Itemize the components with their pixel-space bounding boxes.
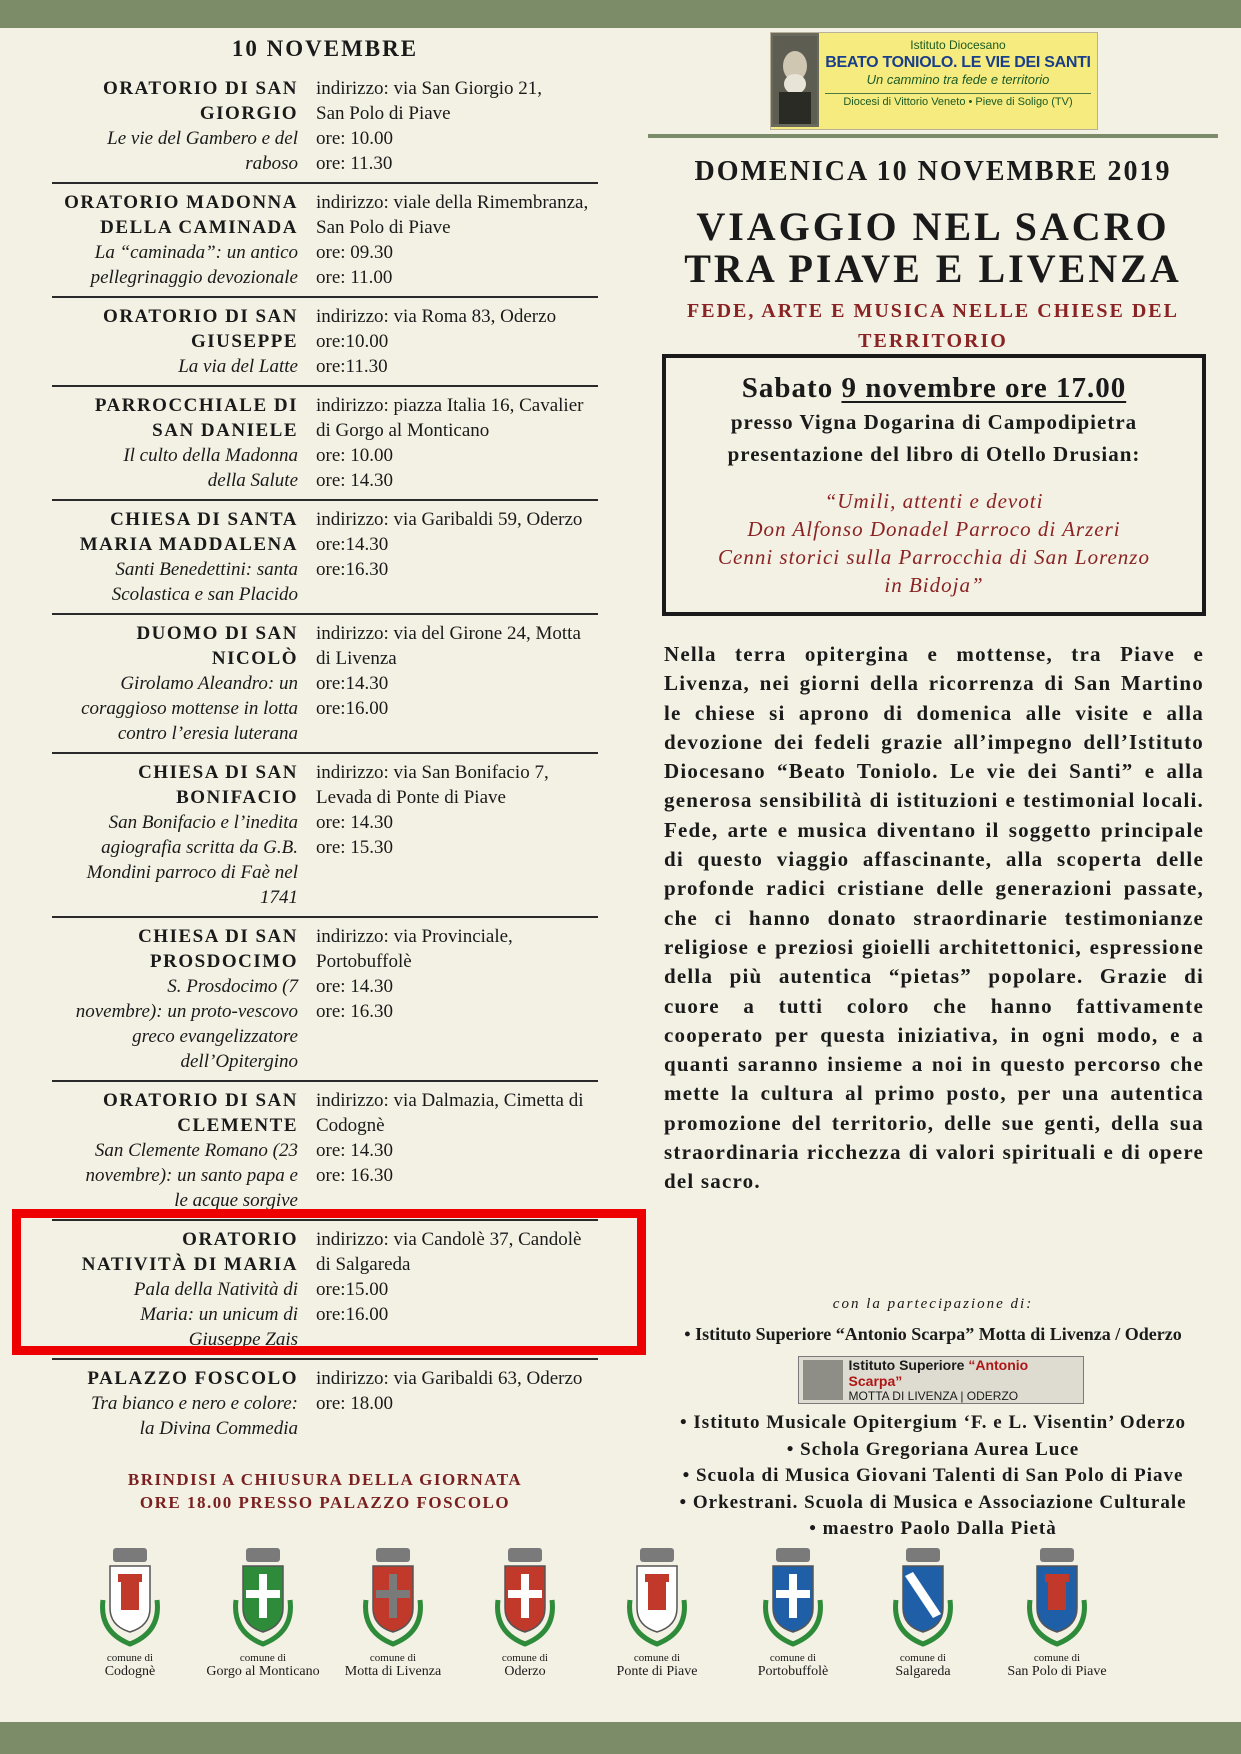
entry-name [52,1366,316,1441]
logo-text [819,33,1097,129]
comune-prefix: comune di [633,1652,681,1664]
church-name: CLEMENTE [177,1115,298,1136]
title-line: TRA PIAVE E LIVENZA [684,246,1182,291]
bottom-band [0,1722,1241,1754]
church-name: SAN DANIELE [152,420,298,441]
coat-of-arms-icon [85,1540,175,1650]
entry-name [52,1088,316,1213]
entry-name [52,190,316,290]
address-text: Portobuffolè [316,951,412,972]
address-text: di Livenza [316,648,397,669]
subtitle-line: TERRITORIO [858,330,1008,352]
left-date: 10 NOVEMBRE [231,36,419,61]
coat-of-arms-icon [878,1540,968,1650]
time-text: ore: 11.00 [316,267,393,288]
logo-line1: Istituto Diocesano [910,38,1006,52]
time-text: ore: 18.00 [316,1393,394,1414]
participation-label: con la partecipazione di: [832,1296,1034,1312]
scarpa-logo [798,1356,1084,1404]
entry-name [52,304,316,379]
time-text: ore: 16.30 [316,1165,394,1186]
time-text: ore: 15.30 [316,837,394,858]
entry-info [316,304,598,379]
comune-emblem [455,1540,595,1680]
time-text: ore:11.30 [316,356,388,377]
participants-list [648,1410,1218,1543]
entry-name [52,621,316,746]
time-text: ore: 09.30 [316,242,394,263]
logo-line2: BEATO TONIOLO. LE VIE DEI SANTI [825,54,1091,71]
theme-text: Pala della Natività di [133,1279,298,1300]
church-name: GIORGIO [199,103,298,124]
coat-of-arms-icon [1012,1540,1102,1650]
comuni-row [40,1540,1220,1690]
comune-name: Portobuffolè [757,1664,829,1679]
church-name: PALAZZO FOSCOLO [87,1368,298,1389]
church-name: GIUSEPPE [190,331,298,352]
church-name: ORATORIO DI SAN [103,78,298,99]
comune-name: San Polo di Piave [1007,1664,1107,1679]
top-band [0,0,1241,28]
church-name: PROSDOCIMO [150,951,298,972]
address-text: indirizzo: via Garibaldi 59, Oderzo [316,509,583,530]
event-title [648,206,1218,290]
closing-line: BRINDISI A CHIUSURA DELLA GIORNATA [127,1470,523,1489]
church-name: CHIESA DI SAN [138,926,298,947]
coat-of-arms-icon [218,1540,308,1650]
time-text: ore: 14.30 [316,470,394,491]
comune-emblem [193,1540,333,1680]
entry-info [316,1366,598,1441]
church-name: NATIVITÀ DI MARIA [81,1254,298,1275]
theme-text: novembre): un santo papa e [85,1165,298,1186]
church-name: ORATORIO [182,1229,298,1250]
address-text: indirizzo: piazza Italia 16, Cavalier [316,395,584,416]
time-text: ore:10.00 [316,331,389,352]
time-text: ore:15.00 [316,1279,389,1300]
istituto-logo [770,32,1098,130]
entry-info [316,76,598,176]
time-text: ore:16.30 [316,559,389,580]
theme-text: 1741 [260,887,298,908]
entry-info [316,621,598,746]
comune-name: Oderzo [504,1664,546,1679]
comune-emblem [987,1540,1127,1680]
comune-emblem [587,1540,727,1680]
entry-name [52,393,316,493]
theme-text: agiografia scritta da G.B. [101,837,298,858]
book-presentation-box [662,354,1206,616]
comune-name: Codognè [104,1664,156,1679]
title-line: VIAGGIO NEL SACRO [696,204,1170,249]
time-text: ore: 14.30 [316,976,394,997]
theme-text: San Bonifacio e l’inedita [108,812,298,833]
highlight-frame [12,1209,646,1355]
church-name: DELLA CAMINADA [100,217,298,238]
schedule-entry [52,298,598,387]
comune-prefix: comune di [106,1652,154,1664]
scarpa-logo-place: MOTTA DI LIVENZA | ODERZO [848,1389,1019,1403]
presentation-date [666,372,1202,405]
book-title-line: in Bidoja” [884,573,984,597]
entry-info [316,760,598,910]
presentation-datetime: 9 novembre ore 17.00 [841,372,1127,404]
time-text: ore:16.00 [316,698,389,719]
address-text: indirizzo: via Provinciale, [316,926,513,947]
church-name: CHIESA DI SANTA [110,509,298,530]
participant-scarpa: • Istituto Superiore “Antonio Scarpa” Motta di Livenza / Oderzo [684,1324,1182,1344]
theme-text: dell’Opitergino [180,1051,298,1072]
participant-item: • maestro Paolo Dalla Pietà [809,1518,1057,1539]
time-text: ore:14.30 [316,534,389,555]
church-name: ORATORIO DI SAN [103,1090,298,1111]
comune-prefix: comune di [501,1652,549,1664]
theme-text: la Divina Commedia [139,1418,298,1439]
time-text: ore: 14.30 [316,812,394,833]
comune-name: Ponte di Piave [616,1664,698,1679]
entry-name [52,76,316,176]
entry-info [316,507,598,607]
book-title-line: “Umili, attenti e devoti [824,489,1044,513]
presentation-desc: presentazione del libro di Otello Drusian: [727,442,1141,466]
address-text: di Salgareda [316,1254,411,1275]
time-text: ore: 14.30 [316,1140,394,1161]
time-text: ore: 16.30 [316,1001,394,1022]
church-name: ORATORIO DI SAN [103,306,298,327]
schedule-entry [52,70,598,184]
theme-text: della Salute [207,470,298,491]
theme-text: Maria: un unicum di [140,1304,298,1325]
event-subtitle [660,296,1206,356]
book-title-line: Don Alfonso Donadel Parroco di Arzeri [747,517,1121,541]
time-text: ore: 10.00 [316,445,394,466]
logo-line3: Un cammino tra fede e territorio [866,72,1050,87]
theme-text: coraggioso mottense in lotta [81,698,298,719]
scarpa-portrait-icon [803,1360,843,1400]
address-text: indirizzo: viale della Rimembranza, [316,192,589,213]
church-name: DUOMO DI SAN [136,623,298,644]
comune-emblem [853,1540,993,1680]
body-paragraph: Nella terra opitergina e mottense, tra Piave e Livenza, nei giorni della ricorrenza di San Martino le chiese si aprono di domenica alle visite e alla devozione dei fedeli grazie all’impegno dell’Istituto Diocesano “Beato Toniolo. Le vie dei Santi” e alla generosa sensibilità di istituzioni e testimonial locali. Fede, arte e musica diventano il soggetto principale di questo viaggio affascinante, alla scoperta delle profonde radici cristiane delle generazioni passate, che ci hanno donato straordinarie testimonianze religiose e preziosi gioielli architettonici, espressione della più autentica “pietas” popolare. Grazie di cuore a tutti coloro che hanno fattivamente cooperato per questa iniziativa, in ogni modo, e a quanti saranno insieme a noi in questo percorso che mette la cultura al primo posto, per una autentica promozione del territorio, delle sue genti, della sua straordinaria ricchezza di valori spirituali e di opere del sacro. [664,642,1204,1194]
theme-text: le acque sorgive [174,1190,298,1211]
address-text: Levada di Ponte di Piave [316,787,506,808]
theme-text: pellegrinaggio devozionale [90,267,298,288]
address-text: di Gorgo al Monticano [316,420,490,441]
schedule-entry [52,1082,598,1221]
scarpa-logo-name: Istituto Superiore [848,1357,969,1373]
schedule-entry [52,501,598,615]
schedule-entry [52,184,598,298]
participant-item: • Orkestrani. Scuola di Musica e Associazione Culturale [679,1491,1187,1513]
book-title [666,487,1202,599]
entry-info [316,924,598,1074]
comune-prefix: comune di [769,1652,817,1664]
closing-line: ORE 18.00 PRESSO PALAZZO FOSCOLO [139,1493,511,1512]
comune-prefix: comune di [239,1652,287,1664]
comune-name: Salgareda [895,1664,951,1679]
address-text: indirizzo: via San Bonifacio 7, [316,762,549,783]
theme-text: La via del Latte [178,356,298,377]
address-text: indirizzo: via Dalmazia, Cimetta di [316,1090,584,1111]
address-text: San Polo di Piave [316,217,451,238]
entry-info [316,1088,598,1213]
comune-prefix: comune di [899,1652,947,1664]
theme-text: Il culto della Madonna [123,445,298,466]
coat-of-arms-icon [348,1540,438,1650]
portrait-image [771,33,819,127]
theme-text: novembre): un proto-vescovo [75,1001,298,1022]
participant-item: • Schola Gregoriana Aurea Luce [786,1438,1080,1460]
theme-text: La “caminada”: un antico [94,242,298,263]
church-name: MARIA MADDALENA [79,534,298,555]
theme-text: Scolastica e san Placido [111,584,298,605]
comune-name: Motta di Livenza [344,1664,442,1679]
logo-line4: Diocesi di Vittorio Veneto • Pieve di Soligo (TV) [825,93,1091,108]
comune-emblem [723,1540,863,1680]
theme-text: greco evangelizzatore [132,1026,298,1047]
entry-info [316,190,598,290]
address-text: indirizzo: via del Girone 24, Motta [316,623,581,644]
entry-info [316,393,598,493]
theme-text: contro l’eresia luterana [117,723,298,744]
address-text: indirizzo: via Roma 83, Oderzo [316,306,557,327]
book-title-line: Cenni storici sulla Parrocchia di San Lorenzo [718,545,1150,569]
comune-emblem [323,1540,463,1680]
theme-text: Santi Benedettini: santa [115,559,298,580]
schedule-entry [52,1360,598,1447]
schedule-entry [52,918,598,1082]
theme-text: Mondini parroco di Faè nel [86,862,298,883]
schedule-entry [52,615,598,754]
church-name: BONIFACIO [176,787,298,808]
scarpa-logo-quoted: “Antonio Scarpa” [848,1357,1029,1389]
time-text: ore: 10.00 [316,128,394,149]
theme-text: Le vie del Gambero e del [107,128,298,149]
address-text: indirizzo: via Candolè 37, Candolè [316,1229,582,1250]
church-name: PARROCCHIALE DI [94,395,298,416]
theme-text: raboso [245,153,298,174]
entry-name [52,924,316,1074]
theme-text: Giuseppe Zais [188,1329,298,1350]
schedule-entry [52,754,598,918]
event-date: DOMENICA 10 NOVEMBRE 2019 [694,156,1172,187]
address-text: indirizzo: via San Giorgio 21, [316,78,543,99]
entry-name [52,507,316,607]
theme-text: San Clemente Romano (23 [94,1140,298,1161]
schedule-entry [52,387,598,501]
subtitle-line: FEDE, ARTE E MUSICA NELLE CHIESE DEL [687,300,1179,322]
time-text: ore: 11.30 [316,153,393,174]
theme-text: Girolamo Aleandro: un [120,673,298,694]
presentation-day: Sabato [741,372,842,404]
participant-item: • Scuola di Musica Giovani Talenti di San Polo di Piave [682,1465,1184,1486]
portrait-icon [773,36,817,124]
entry-name [52,760,316,910]
comune-prefix: comune di [1033,1652,1081,1664]
comune-prefix: comune di [369,1652,417,1664]
time-text: ore:14.30 [316,673,389,694]
coat-of-arms-icon [612,1540,702,1650]
closing-note [52,1468,598,1514]
time-text: ore:16.00 [316,1304,389,1325]
church-name: CHIESA DI SAN [138,762,298,783]
theme-text: Tra bianco e nero e colore: [90,1393,298,1414]
coat-of-arms-icon [480,1540,570,1650]
address-text: San Polo di Piave [316,103,451,124]
coat-of-arms-icon [748,1540,838,1650]
participant-item: • Istituto Musicale Opitergium ‘F. e L. Visentin’ Oderzo [680,1412,1186,1433]
address-text: indirizzo: via Garibaldi 63, Oderzo [316,1368,583,1389]
church-name: ORATORIO MADONNA [64,192,298,213]
right-divider [648,134,1218,138]
presentation-venue: presso Vigna Dogarina di Campodipietra [730,410,1138,434]
comune-name: Gorgo al Monticano [206,1664,320,1679]
church-name: NICOLÒ [211,648,298,669]
address-text: Codognè [316,1115,385,1136]
theme-text: S. Prosdocimo (7 [167,976,298,997]
comune-emblem [60,1540,200,1680]
